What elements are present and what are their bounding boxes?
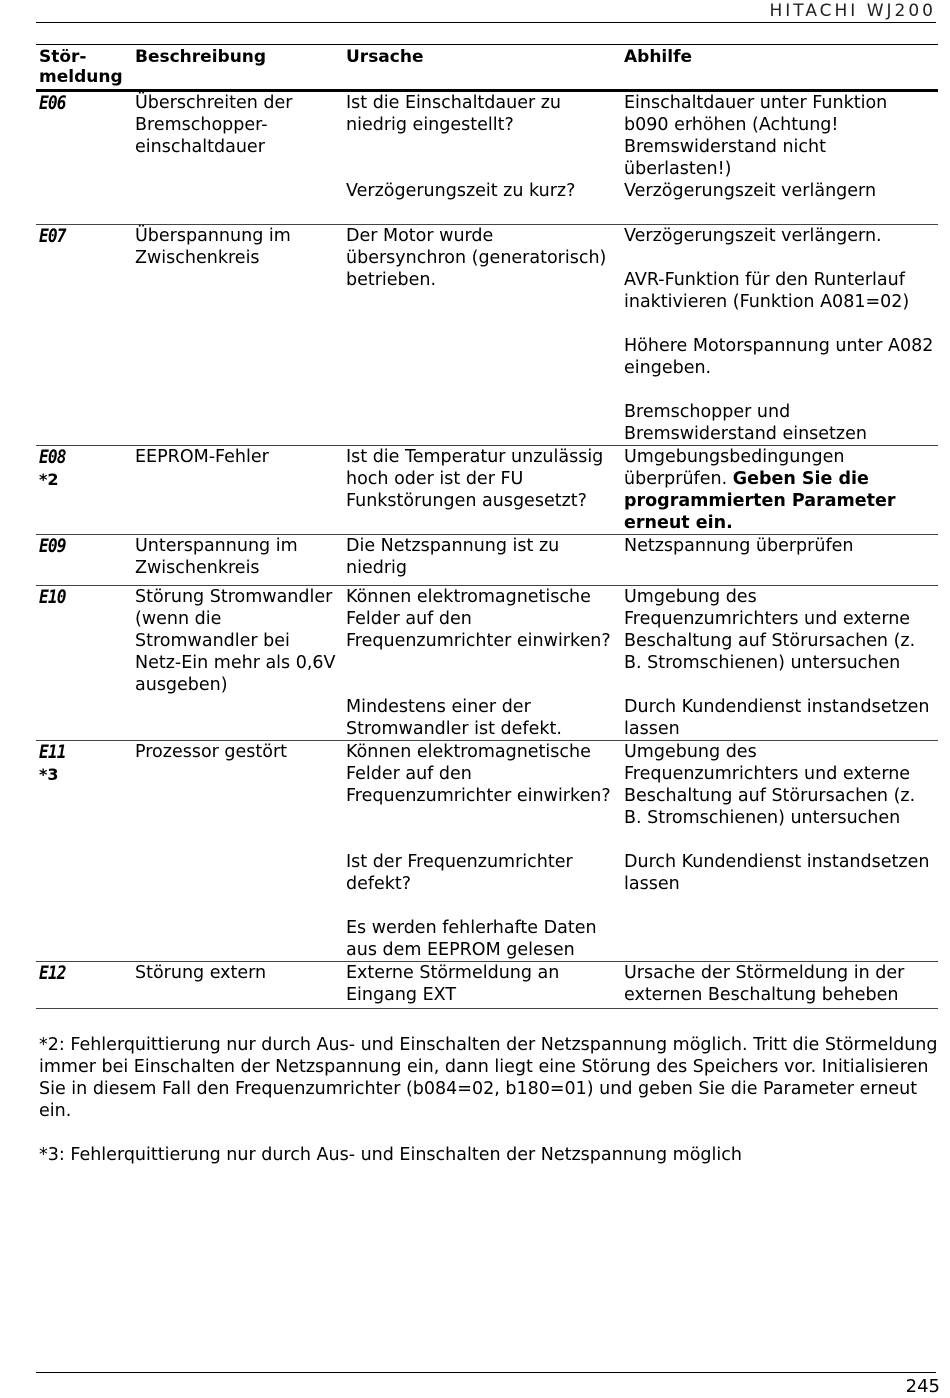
remedy-cell: Umgebung des Frequenzumrichters und externe Beschaltung auf Störursachen (z. B. Stromschienen) untersuchen bbox=[621, 741, 938, 852]
header-cause: Ursache bbox=[346, 47, 424, 67]
description-cell: Überspannung im Zwischenkreis bbox=[132, 225, 343, 446]
cause-cell: Externe Störmeldung an Eingang EXT bbox=[343, 962, 621, 1009]
cause-cell: Können elektromagnetische Felder auf den Frequenzumrichter einwirken? bbox=[343, 741, 621, 852]
remedy-cell bbox=[621, 446, 938, 535]
remedy-cell: Verzögerungszeit verlängern bbox=[624, 181, 877, 201]
header-remedy: Abhilfe bbox=[624, 47, 693, 67]
error-code: E06 bbox=[39, 92, 66, 114]
table-row bbox=[36, 446, 938, 535]
table-row bbox=[36, 741, 938, 852]
description-cell: Unterspannung im Zwischenkreis bbox=[132, 535, 343, 586]
remedy-cell: Einschaltdauer unter Funktion b090 erhöhen (Achtung! Bremswiderstand nicht überlasten!) bbox=[621, 91, 938, 181]
error-code: E09 bbox=[39, 535, 66, 557]
remedy-line: Höhere Motorspannung unter A082 eingeben. bbox=[624, 336, 934, 378]
cause-cell: Der Motor wurde übersynchron (generatorisch) betrieben. bbox=[343, 225, 621, 446]
remedy-text: Umgebungsbedingungen überprüfen. bbox=[624, 447, 845, 489]
remedy-line: Verzögerungszeit verlängern. bbox=[624, 226, 882, 246]
page-number: 245 bbox=[905, 1376, 940, 1397]
error-code-cell bbox=[36, 741, 132, 962]
description-cell: Störung extern bbox=[132, 962, 343, 1009]
footnotes bbox=[39, 1034, 939, 1188]
error-code-cell bbox=[36, 91, 132, 225]
cause-cell: Verzögerungszeit zu kurz? bbox=[346, 181, 576, 201]
remedy-cell bbox=[621, 225, 938, 446]
remedy-line: AVR-Funktion für den Runterlauf inaktivieren (Funktion A081=02) bbox=[624, 270, 910, 312]
cause-cell: Es werden fehlerhafte Daten aus dem EEPROM gelesen bbox=[346, 918, 597, 960]
footnote-ref: *3 bbox=[39, 765, 59, 784]
error-code: E11 bbox=[39, 741, 66, 763]
description-cell: Prozessor gestört bbox=[132, 741, 343, 962]
error-code: E10 bbox=[39, 586, 66, 608]
error-code-cell bbox=[36, 446, 132, 535]
table-row bbox=[36, 225, 938, 446]
cause-cell: Die Netzspannung ist zu niedrig bbox=[343, 535, 621, 586]
header-description: Beschreibung bbox=[135, 47, 267, 67]
table-row bbox=[36, 962, 938, 1009]
footnote-2: *2: Fehlerquittierung nur durch Aus- und Einschalten der Netzspannung möglich. Tritt die Störmeldung immer bei Einschalten der Netzspannung ein, dann liegt eine Störung des Speichers vor. Initialisieren Sie in diesem Fall den Frequenzumrichter (b084=02, b180=01) und geben Sie die Parameter erneut ein. bbox=[39, 1035, 938, 1121]
remedy-cell: Umgebung des Frequenzumrichters und externe Beschaltung auf Störursachen (z. B. Stromschienen) untersuchen bbox=[621, 586, 938, 697]
header-brand: HITACHI WJ200 bbox=[769, 1, 936, 21]
error-code: E07 bbox=[39, 225, 66, 247]
error-code-cell bbox=[36, 535, 132, 586]
remedy-bold-text: Geben Sie die programmierten Parameter erneut ein. bbox=[624, 469, 896, 533]
cause-cell: Können elektromagnetische Felder auf den Frequenzumrichter einwirken? bbox=[343, 586, 621, 697]
footnote-ref: *2 bbox=[39, 470, 59, 489]
remedy-cell: Durch Kundendienst instandsetzen lassen bbox=[624, 852, 930, 894]
remedy-line: Bremschopper und Bremswiderstand einsetzen bbox=[624, 402, 867, 444]
error-code-cell bbox=[36, 225, 132, 446]
remedy-cell bbox=[621, 917, 938, 962]
error-code: E08 bbox=[39, 446, 66, 468]
table-row bbox=[36, 535, 938, 586]
table-row bbox=[36, 586, 938, 697]
error-code-cell bbox=[36, 586, 132, 741]
description-cell: EEPROM-Fehler bbox=[132, 446, 343, 535]
header-rule bbox=[36, 22, 936, 23]
cause-cell: Ist der Frequenzumrichter defekt? bbox=[346, 852, 573, 894]
table-row bbox=[36, 91, 938, 181]
cause-cell: Ist die Einschaltdauer zu niedrig eingestellt? bbox=[343, 91, 621, 181]
remedy-cell: Ursache der Störmeldung in der externen Beschaltung beheben bbox=[621, 962, 938, 1009]
description-cell: Störung Stromwandler (wenn die Stromwandler bei Netz-Ein mehr als 0,6V ausgeben) bbox=[132, 586, 343, 741]
cause-cell: Mindestens einer der Stromwandler ist defekt. bbox=[346, 697, 562, 739]
footer-rule bbox=[36, 1372, 936, 1373]
error-code: E12 bbox=[39, 962, 66, 984]
cause-cell: Ist die Temperatur unzulässig hoch oder ist der FU Funkstörungen ausgesetzt? bbox=[343, 446, 621, 535]
error-code-cell bbox=[36, 962, 132, 1009]
description-cell: Überschreiten der Bremschopper-einschaltdauer bbox=[132, 91, 343, 225]
header-code: Stör- meldung bbox=[39, 47, 123, 87]
footnote-3: *3: Fehlerquittierung nur durch Aus- und Einschalten der Netzspannung möglich bbox=[39, 1145, 742, 1165]
remedy-cell: Durch Kundendienst instandsetzen lassen bbox=[624, 697, 930, 739]
remedy-cell: Netzspannung überprüfen bbox=[621, 535, 938, 586]
table-header-row bbox=[36, 45, 938, 91]
error-table bbox=[36, 44, 938, 1009]
